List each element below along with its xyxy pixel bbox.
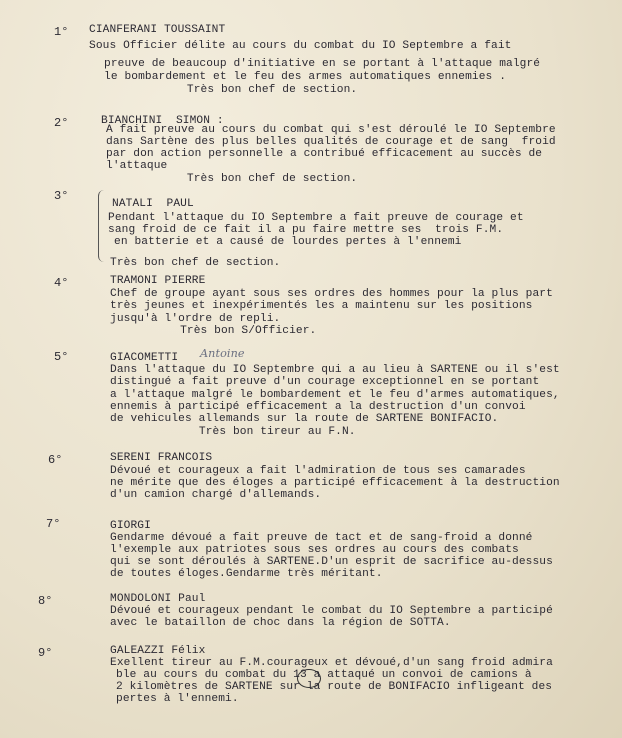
- citation-text-line: preuve de beaucoup d'initiative en se portant à l'attaque malgré: [104, 58, 541, 70]
- citation-text-line: ble au cours du combat du 13 a attaqué un convoi de camions à: [116, 669, 532, 681]
- citation-text-line: Très bon chef de section.: [146, 173, 358, 185]
- citation-text-line: Chef de groupe ayant sous ses ordres des hommes pour la plus part: [110, 288, 553, 300]
- citation-text-line: 2 kilomètres de SARTENE sur la route de BONIFACIO infligeant des: [116, 681, 553, 693]
- citation-text-line: Exellent tireur au F.M.courageux et dévoué,d'un sang froid admira: [110, 657, 553, 669]
- entry-number: 2°: [54, 116, 69, 130]
- person-name: CIANFERANI TOUSSAINT: [89, 24, 226, 36]
- citation-text-line: l'attaque: [106, 160, 168, 172]
- entry-number: 8°: [38, 594, 53, 608]
- citation-text-line: très jeunes et inexpérimentés les a maintenu sur les positions: [110, 300, 533, 312]
- citation-text-line: Dévoué et courageux pendant le combat du IO Septembre a participé: [110, 605, 553, 617]
- citation-text-line: pertes à l'ennemi.: [116, 693, 239, 705]
- person-name: GIACOMETTI: [110, 352, 179, 364]
- person-name: BIANCHINI SIMON :: [101, 115, 224, 127]
- citation-text-line: dans Sartène des plus belles qualités de courage et de sang froid: [106, 136, 556, 148]
- citation-text-line: Très bon chef de section.: [110, 257, 281, 269]
- citation-text-line: l'exemple aux patriotes sous ses ordres au cours des combats: [110, 544, 519, 556]
- citation-text-line: le bombardement et le feu des armes automatiques ennemies .: [104, 71, 507, 83]
- person-name: SERENI FRANCOIS: [110, 452, 213, 464]
- citation-text-line: Gendarme dévoué a fait preuve de tact et de sang-froid a donné: [110, 532, 533, 544]
- entry-number: 3°: [54, 189, 69, 203]
- citation-text-line: par don action personnelle a contribué efficacement au succès de: [106, 148, 543, 160]
- entry-number: 9°: [38, 646, 53, 660]
- citation-text-line: Dévoué et courageux a fait l'admiration de tous ses camarades: [110, 465, 526, 477]
- citation-text-line: sang froid de ce fait il a pu faire mettre ses trois F.M.: [108, 224, 504, 236]
- citation-text-line: A fait preuve au cours du combat qui s'est déroulé le IO Septembre: [106, 124, 556, 136]
- person-name: GIORGI: [110, 520, 151, 532]
- citation-text-line: Très bon chef de section.: [146, 84, 358, 96]
- person-name: NATALI PAUL: [112, 198, 194, 210]
- entry-number: 7°: [46, 517, 61, 531]
- citation-text-line: jusqu'à l'ordre de repli.: [110, 313, 281, 325]
- citation-text-line: Très bon S/Officier.: [146, 325, 317, 337]
- citation-text-line: distingué a fait preuve d'un courage exceptionnel en se portant: [110, 376, 540, 388]
- citation-text-line: d'un camion chargé d'allemands.: [110, 489, 322, 501]
- person-name: TRAMONI PIERRE: [110, 275, 206, 287]
- entry-number: 5°: [54, 350, 69, 364]
- person-name: GALEAZZI Félix: [110, 645, 206, 657]
- citation-text-line: de vehicules allemands sur la route de SARTENE BONIFACIO.: [110, 413, 499, 425]
- citation-text-line: en batterie et a causé de lourdes pertes à l'ennemi: [114, 236, 462, 248]
- citation-text-line: ne mérite que des éloges a participé efficacement à la destruction: [110, 477, 560, 489]
- citation-text-line: Dans l'attaque du IO Septembre qui a au lieu à SARTENE ou il s'est: [110, 364, 560, 376]
- citation-text-line: Pendant l'attaque du IO Septembre a fait preuve de courage et: [108, 212, 524, 224]
- entry-number: 4°: [54, 276, 69, 290]
- entry-number: 1°: [54, 25, 69, 39]
- citation-text-line: Très bon tireur au F.N.: [158, 426, 356, 438]
- person-name: MONDOLONI Paul: [110, 593, 206, 605]
- handwritten-bracket: [98, 190, 105, 262]
- citation-text-line: Sous Officier délite au cours du combat du IO Septembre a fait: [89, 40, 512, 52]
- citation-text-line: de toutes éloges.Gendarme très méritant.: [110, 568, 383, 580]
- citation-text-line: avec le bataillon de choc dans la région de SOTTA.: [110, 617, 451, 629]
- citation-text-line: a l'attaque malgré le bombardement et le feu d'armes automatiques,: [110, 389, 560, 401]
- citation-text-line: qui se sont déroulés à SARTENE.D'un esprit de sacrifice au-dessus: [110, 556, 553, 568]
- handwritten-annotation: Antoine: [200, 347, 245, 360]
- citation-text-line: ennemis à participé efficacement a la destruction d'un convoi: [110, 401, 526, 413]
- entry-number: 6°: [48, 453, 63, 467]
